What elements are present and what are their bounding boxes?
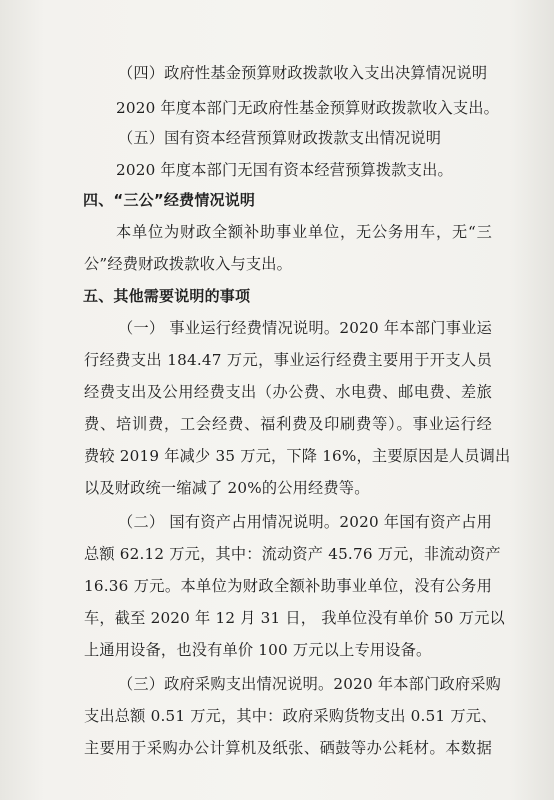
paragraph-operating-expenses-line4: 费、培训费，工会经费、福利费及印刷费等）。事业运行经 (84, 415, 492, 433)
paragraph-three-public-line1: 本单位为财政全额补助事业单位，无公务用车，无“三 (116, 223, 492, 241)
paragraph-three-public-line2: 公”经费财政拨款收入与支出。 (84, 255, 293, 273)
paragraph-procurement-line2: 支出总额 0.51 万元，其中：政府采购货物支出 0.51 万元、 (84, 707, 497, 725)
paragraph-operating-expenses-line5: 费较 2019 年减少 35 万元，下降 16%，主要原因是人员调出 (84, 447, 511, 465)
paragraph-procurement-line3: 主要用于采购办公计算机及纸张、硒鼓等办公耗材。本数据 (84, 739, 492, 757)
paragraph-state-assets-line1: （二） 国有资产占用情况说明。2020 年国有资产占用 (118, 513, 492, 531)
section-heading-other-matters: 五、其他需要说明的事项 (83, 287, 251, 305)
paragraph-state-assets-line5: 上通用设备，也没有单价 100 万元以上专用设备。 (84, 641, 432, 659)
paragraph-operating-expenses-line6: 以及财政统一缩减了 20%的公用经费等。 (84, 479, 370, 497)
paragraph-operating-expenses-line3: 经费支出及公用经费支出（办公费、水电费、邮电费、差旅 (84, 383, 492, 401)
subsection-heading-government-fund: （四）政府性基金预算财政拨款收入支出决算情况说明 (118, 64, 488, 82)
paragraph-state-assets-line3: 16.36 万元。本单位为财政全额补助事业单位，没有公务用 (84, 577, 492, 595)
paragraph-state-assets-line2: 总额 62.12 万元，其中：流动资产 45.76 万元，非流动资产 (84, 545, 501, 563)
section-heading-three-public: 四、“三公”经费情况说明 (83, 191, 256, 209)
paragraph-operating-expenses-line1: （一） 事业运行经费情况说明。2020 年本部门事业运 (118, 319, 492, 337)
subsection-heading-state-capital: （五）国有资本经营预算财政拨款支出情况说明 (118, 129, 442, 147)
paragraph-state-capital: 2020 年度本部门无国有资本经营预算拨款支出。 (116, 161, 453, 179)
paragraph-government-fund: 2020 年度本部门无政府性基金预算财政拨款收入支出。 (116, 99, 500, 117)
paragraph-procurement-line1: （三）政府采购支出情况说明。2020 年本部门政府采购 (118, 675, 502, 693)
paragraph-state-assets-line4: 车，截至 2020 年 12 月 31 日， 我单位没有单价 50 万元以 (84, 609, 505, 627)
paragraph-operating-expenses-line2: 行经费支出 184.47 万元，事业运行经费主要用于开支人员 (84, 351, 492, 369)
